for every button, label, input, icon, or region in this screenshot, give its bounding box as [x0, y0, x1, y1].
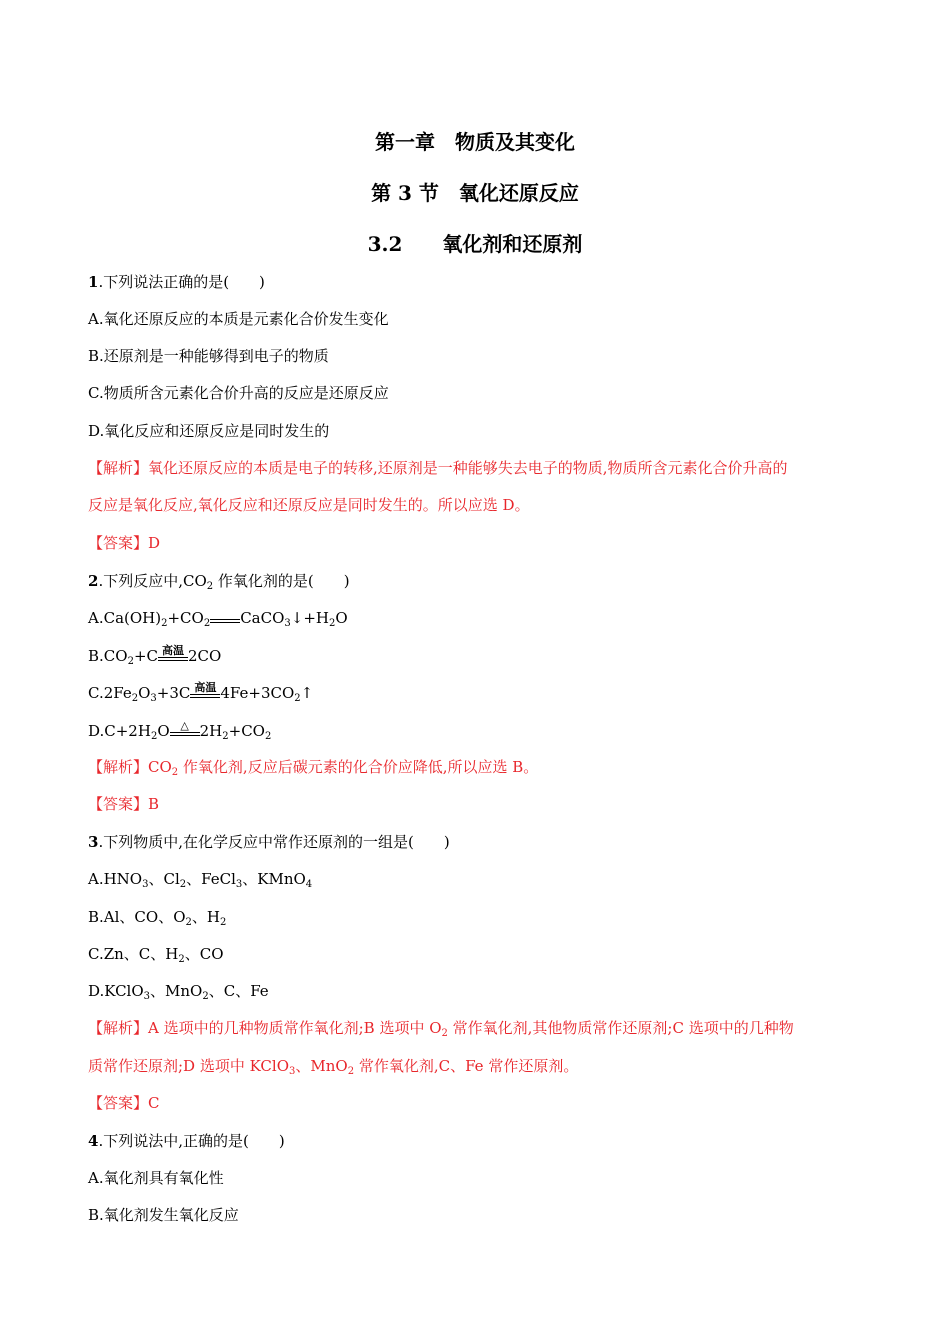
q4-option-a: A.氧化剂具有氧化性 [88, 1169, 224, 1187]
q3-analysis-line2: 质常作还原剂;D 选项中 KClO$_3$、MnO$_2$ 常作氧化剂,C、Fe 常作还原剂。 [88, 1057, 579, 1077]
q3-option-a: $A.HNO_3$、$Cl_2$、FeCl$_3$、KMnO$_4$ [88, 870, 313, 890]
q3-answer: 【答案】C [88, 1094, 160, 1112]
q2-stem: 2.下列反应中$,CO_2$ 作氧化剂的是( ) [88, 572, 350, 592]
q2-option-d: $D.C+2H_2O$ △ $2H_2+CO_2$ [88, 719, 272, 742]
subsection-title: 3.2 氧化剂和还原剂 [367, 232, 583, 256]
q1-option-a: A.氧化还原反应的本质是元素化合价发生变化 [88, 310, 389, 328]
q2-option-c: $C.2Fe_2O_3+3C$ 高温 $4Fe+3CO_2↑$ [88, 681, 314, 704]
q2-option-a: $A.Ca(OH)_2+CO_2$ $CaCO_3↓+H_2O$ [88, 609, 348, 629]
q3-option-c: C.Zn、C、$H_2$、CO [88, 945, 224, 965]
q3-stem: 3.下列物质中,在化学反应中常作还原剂的一组是( ) [88, 833, 450, 851]
q2-option-b: $B.CO_2+C$ 高温 2CO [88, 644, 222, 667]
q1-option-c: C.物质所含元素化合价升高的反应是还原反应 [88, 384, 389, 402]
q1-option-b: B.还原剂是一种能够得到电子的物质 [88, 347, 329, 365]
q3-option-b: B.Al、CO、$O_2$、$H_2$ [88, 908, 227, 928]
q4-stem: 4.下列说法中,正确的是( ) [88, 1132, 285, 1150]
q3-option-d: D.KClO$_3$、MnO$_2$、C、Fe [88, 982, 269, 1002]
q1-option-d: D.氧化反应和还原反应是同时发生的 [88, 422, 330, 440]
equals-sign [210, 612, 240, 626]
q4-option-b: B.氧化剂发生氧化反应 [88, 1206, 239, 1224]
q2-analysis: 【解析】$CO_2$ 作氧化剂,反应后碳元素的化合价应降低,所以应选 B。 [88, 758, 539, 778]
q1-analysis-line2: 反应是氧化反应,氧化反应和还原反应是同时发生的。所以应选 D。 [88, 496, 530, 514]
q2-answer: 【答案】B [88, 795, 160, 813]
section-title: 第 3 节 氧化还原反应 [371, 181, 579, 205]
reaction-condition-high-temp: 高温 [190, 687, 220, 701]
q1-analysis-line1: 【解析】氧化还原反应的本质是电子的转移,还原剂是一种能够失去电子的物质,物质所含元素化合价升高的 [88, 459, 788, 477]
reaction-condition-heat: △ [170, 725, 200, 739]
q1-stem: 1.下列说法正确的是( ) [88, 273, 265, 291]
chapter-title: 第一章 物质及其变化 [375, 130, 575, 154]
q3-analysis-line1: 【解析】A 选项中的几种物质常作氧化剂;B 选项中 $O_2$ 常作氧化剂,其他物质常作还原剂;C 选项中的几种物 [88, 1019, 794, 1039]
reaction-condition-high-temp: 高温 [158, 650, 188, 664]
q1-answer: 【答案】D [88, 534, 161, 552]
